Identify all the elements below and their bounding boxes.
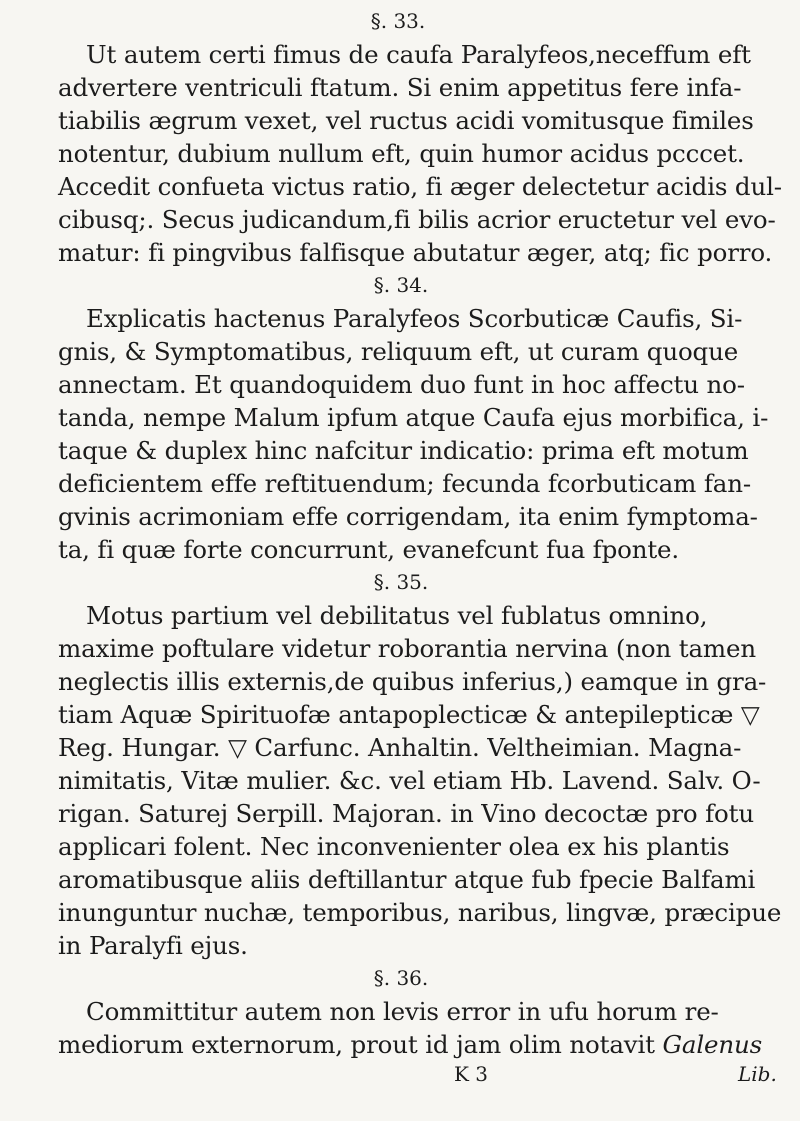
text-line: advertere ventriculi ftatum. Si enim appetitus fere infa- <box>58 73 742 102</box>
text-line <box>58 1028 764 1061</box>
paragraph-36 <box>58 995 764 1061</box>
text-line: tiabilis ægrum vexet, vel ructus acidi vomitusque fimiles <box>58 106 754 135</box>
text-line: cibusq;. Secus judicandum,fi bilis acrior eructetur vel evo- <box>58 205 776 234</box>
section-number-35: §. 35. <box>373 570 429 594</box>
paragraph-34 <box>58 302 769 566</box>
text-line: applicari folent. Nec inconvenienter olea ex his plantis <box>58 832 730 861</box>
text-line: deficientem effe reftituendum; fecunda fcorbuticam fan- <box>58 469 751 498</box>
text-line: neglectis illis externis,de quibus inferius,) eamque in gra- <box>58 667 767 696</box>
section-number-36: §. 36. <box>373 966 429 990</box>
catchword: Lib. <box>738 1062 777 1086</box>
text-line: maxime poftulare videtur roborantia nervina (non tamen <box>58 634 756 663</box>
text-line: Explicatis hactenus Paralyfeos Scorbuticæ Caufis, Si- <box>86 304 743 333</box>
text-line: ta, fi quæ forte concurrunt, evanefcunt fua fponte. <box>58 535 680 564</box>
text-span: mediorum externorum, prout id jam olim notavit <box>58 1030 663 1059</box>
paragraph-33 <box>58 38 782 269</box>
text-line: nimitatis, Vitæ mulier. &c. vel etiam Hb. Lavend. Salv. O- <box>58 766 761 795</box>
section-number-33: §. 33. <box>370 9 426 33</box>
text-line: tanda, nempe Malum ipfum atque Caufa ejus morbifica, i- <box>58 403 769 432</box>
text-line: Ut autem certi fimus de caufa Paralyfeos,neceffum eft <box>86 40 751 69</box>
text-line: notentur, dubium nullum eft, quin humor acidus pcccet. <box>58 139 745 168</box>
text-line: gvinis acrimoniam effe corrigendam, ita enim fymptoma- <box>58 502 758 531</box>
text-line: taque & duplex hinc nafcitur indicatio: prima eft motum <box>58 436 749 465</box>
text-line: Motus partium vel debilitatus vel fublatus omnino, <box>86 601 708 630</box>
text-line: matur: fi pingvibus falfisque abutatur æger, atq; fic porro. <box>58 238 773 267</box>
text-line: inunguntur nuchæ, temporibus, naribus, lingvæ, præcipue <box>58 898 782 927</box>
text-line: aromatibusque aliis deftillantur atque fub fpecie Balfami <box>58 865 756 894</box>
text-line: Reg. Hungar. ▽ Carfunc. Anhaltin. Veltheimian. Magna- <box>58 733 742 762</box>
signature-mark: K 3 <box>454 1062 489 1086</box>
paragraph-35 <box>58 599 782 962</box>
page-footer <box>58 1061 777 1087</box>
text-line: annectam. Et quandoquidem duo funt in hoc affectu no- <box>58 370 745 399</box>
author-name: Galenus <box>662 1030 763 1059</box>
text-line: gnis, & Symptomatibus, reliquum eft, ut curam quoque <box>58 337 739 366</box>
text-line: rigan. Saturej Serpill. Majoran. in Vino decoctæ pro fotu <box>58 799 754 828</box>
text-line: Committitur autem non levis error in ufu horum re- <box>86 997 719 1026</box>
text-line: tiam Aquæ Spirituofæ antapoplecticæ & antepilepticæ ▽ <box>58 700 760 729</box>
text-line: Accedit confueta victus ratio, fi æger delectetur acidis dul- <box>58 172 782 201</box>
section-number-34: §. 34. <box>373 273 429 297</box>
text-line: in Paralyfi ejus. <box>58 931 248 960</box>
